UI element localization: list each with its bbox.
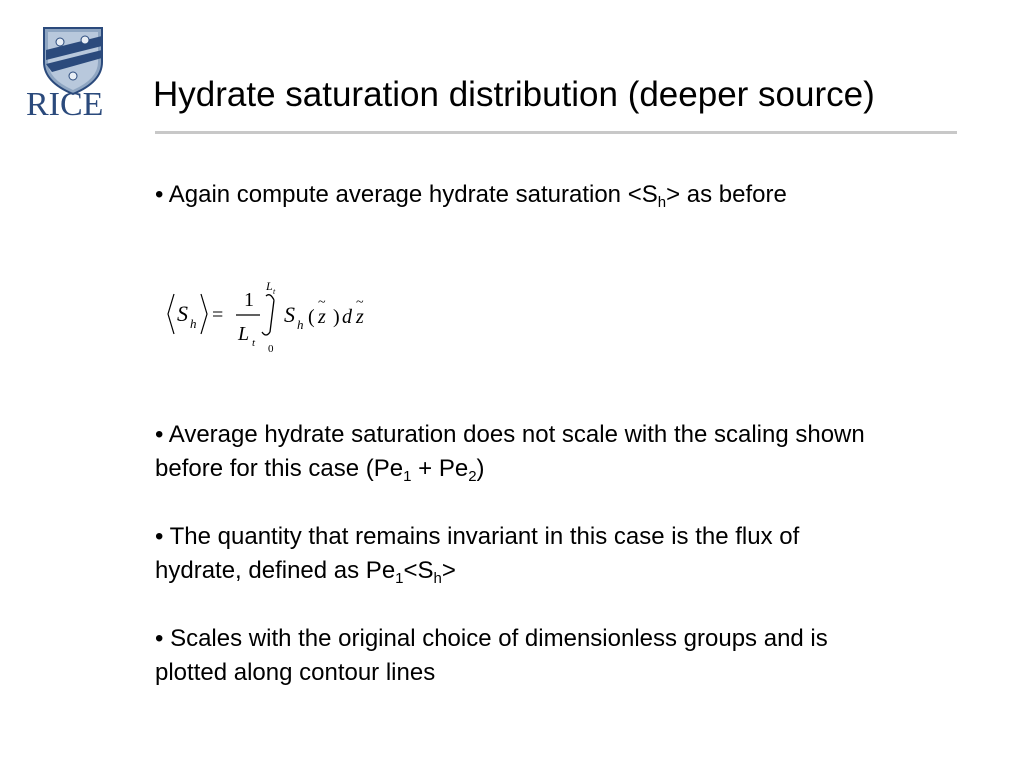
formula-S2: S <box>284 302 295 327</box>
formula-S: S <box>177 301 188 326</box>
formula-upper-t: t <box>273 287 276 296</box>
formula-denominator-t: t <box>252 337 256 349</box>
bullet-4: • Scales with the original choice of dimensionless groups and is plotted along contour lines <box>155 625 828 686</box>
formula-upper-L: L <box>266 279 273 293</box>
logo-wordmark: RICE <box>26 86 104 123</box>
formula-d: d <box>342 306 352 328</box>
bullet-2: • Average hydrate saturation does not scale with the scaling shown before for this case $(Pe_1 + Pe_2)$ <box>155 421 865 485</box>
formula-paren-close: ) <box>333 306 340 328</box>
formula-tilde-2: ~ <box>356 295 364 310</box>
slide-title: Hydrate saturation distribution (deeper source) <box>153 75 875 114</box>
bullet-3: • The quantity that remains invariant in this case is the flux of hydrate, defined as $Pe_1<S_h>$ <box>155 523 800 587</box>
formula-sub-h: h <box>190 316 197 331</box>
formula-lower-zero: 0 <box>268 343 274 355</box>
formula-sub-h2: h <box>297 317 304 332</box>
formula-equals: = <box>212 304 224 326</box>
formula-z1: z <box>318 306 326 328</box>
formula-denominator-L: L <box>238 323 250 345</box>
formula-z2: z <box>356 306 364 328</box>
formula-tilde-1: ~ <box>318 295 326 310</box>
bullet-1: • Again compute average hydrate saturation $<S_h>$ as before <box>155 181 787 211</box>
formula-numerator: 1 <box>244 289 254 311</box>
title-divider <box>155 131 957 134</box>
formula-paren-open: ( <box>308 306 315 328</box>
average-saturation-formula <box>166 276 376 356</box>
